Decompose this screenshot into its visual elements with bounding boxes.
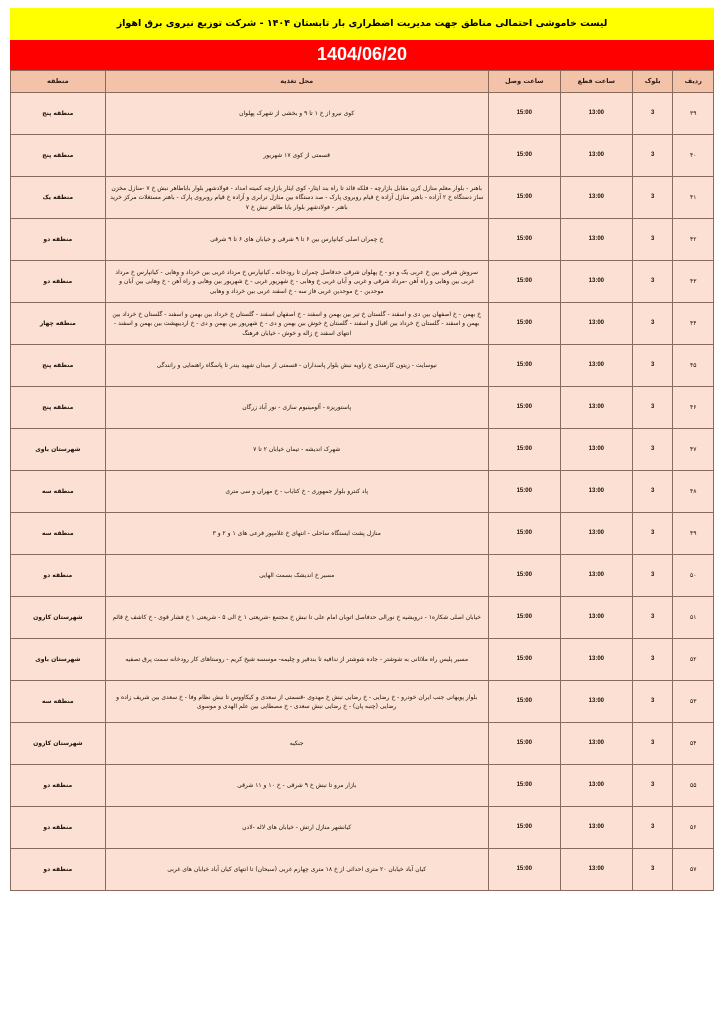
cell-region: منطقه پنج	[11, 387, 106, 429]
cell-outage-time: 13:00	[560, 513, 632, 555]
outage-schedule-page	[0, 8, 724, 1032]
cell-block: 3	[632, 177, 673, 219]
cell-restore-time: 15:00	[488, 261, 560, 303]
cell-feed-location: پاستوریزه - آلومینیوم سازی - نور آباد زرگان	[105, 387, 488, 429]
cell-region: منطقه سه	[11, 513, 106, 555]
cell-restore-time: 15:00	[488, 597, 560, 639]
cell-restore-time: 15:00	[488, 807, 560, 849]
cell-feed-location: سروش شرقی بین خ عربی یک و دو - خ پهلوان شرقی حدفاصل چمران تا رودخانه ـ کیانپارس خ مرداد غربی بین خرداد و وهابی - کیانپارس خ مرداد غربی بین وهابی و راه آهن -مرداد شرقی و غربی و آبان غربی خ وهابی - خ شهریور غربی - خ شهریور بین وهابی و راه آهن - خ وهابی بین آبان و موحدین - خ موحدین غربی فاز سه - خ اسفند غربی بین خرداد و وهابی	[105, 261, 488, 303]
cell-feed-location: خ چمران اصلی کیانپارس بین ۶ تا ۹ شرقی و خیابان های ۶ تا ۹ شرقی	[105, 219, 488, 261]
cell-restore-time: 15:00	[488, 723, 560, 765]
cell-restore-time: 15:00	[488, 765, 560, 807]
table-row	[11, 303, 714, 345]
cell-outage-time: 13:00	[560, 177, 632, 219]
cell-feed-location: بلوار پویهانی جنب ایران خودرو - خ رضایی - خ رضایی نبش خ مهدوی -قسمتی از سعدی و کیکاووس تا نبش نظام وفا - خ سعدی بین شریف زاده و رضایی (چنبه پان) - خ رضایی نبش سعدی - خ مصطایی بین علم الهدی و موسوی	[105, 681, 488, 723]
cell-restore-time: 15:00	[488, 429, 560, 471]
cell-radif: ۴۷	[673, 429, 714, 471]
column-header-region: منطقه	[11, 71, 106, 93]
cell-radif: ۵۳	[673, 681, 714, 723]
cell-region: منطقه پنج	[11, 345, 106, 387]
table-row	[11, 135, 714, 177]
cell-outage-time: 13:00	[560, 135, 632, 177]
table-row	[11, 681, 714, 723]
cell-restore-time: 15:00	[488, 681, 560, 723]
cell-radif: ۵۶	[673, 807, 714, 849]
cell-outage-time: 13:00	[560, 261, 632, 303]
cell-restore-time: 15:00	[488, 555, 560, 597]
cell-region: شهرستان باوی	[11, 639, 106, 681]
cell-region: منطقه دو	[11, 219, 106, 261]
cell-block: 3	[632, 219, 673, 261]
table-row	[11, 639, 714, 681]
cell-region: منطقه دو	[11, 765, 106, 807]
cell-region: شهرستان باوی	[11, 429, 106, 471]
cell-feed-location: جنکیه	[105, 723, 488, 765]
cell-region: شهرستان کارون	[11, 597, 106, 639]
cell-radif: ۴۵	[673, 345, 714, 387]
cell-restore-time: 15:00	[488, 639, 560, 681]
schedule-date-bar: 1404/06/20	[10, 40, 714, 70]
table-row	[11, 471, 714, 513]
table-row	[11, 765, 714, 807]
cell-restore-time: 15:00	[488, 387, 560, 429]
cell-restore-time: 15:00	[488, 513, 560, 555]
table-row	[11, 387, 714, 429]
cell-radif: ۴۱	[673, 177, 714, 219]
cell-radif: ۳۹	[673, 93, 714, 135]
cell-block: 3	[632, 261, 673, 303]
cell-feed-location: قسمتی از کوی ۱۷ شهریور	[105, 135, 488, 177]
cell-radif: ۵۰	[673, 555, 714, 597]
table-row	[11, 807, 714, 849]
cell-outage-time: 13:00	[560, 639, 632, 681]
cell-restore-time: 15:00	[488, 345, 560, 387]
cell-block: 3	[632, 681, 673, 723]
cell-radif: ۵۷	[673, 849, 714, 891]
cell-radif: ۴۹	[673, 513, 714, 555]
cell-radif: ۴۲	[673, 219, 714, 261]
cell-restore-time: 15:00	[488, 135, 560, 177]
table-row	[11, 345, 714, 387]
cell-region: منطقه چهار	[11, 303, 106, 345]
cell-outage-time: 13:00	[560, 429, 632, 471]
cell-outage-time: 13:00	[560, 387, 632, 429]
cell-region: منطقه سه	[11, 681, 106, 723]
cell-radif: ۴۴	[673, 303, 714, 345]
cell-radif: ۴۸	[673, 471, 714, 513]
cell-block: 3	[632, 555, 673, 597]
cell-outage-time: 13:00	[560, 681, 632, 723]
cell-region: منطقه سه	[11, 471, 106, 513]
table-header	[11, 71, 714, 93]
cell-radif: ۴۰	[673, 135, 714, 177]
column-header-block: بلوک	[632, 71, 673, 93]
cell-restore-time: 15:00	[488, 177, 560, 219]
page-title-banner: لیست خاموشی احتمالی مناطق جهت مدیریت اضطراری بار تابستان ۱۴۰۴ - شرکت توزیع نیروی برق اهواز	[10, 8, 714, 40]
cell-outage-time: 13:00	[560, 93, 632, 135]
cell-restore-time: 15:00	[488, 303, 560, 345]
cell-block: 3	[632, 639, 673, 681]
cell-block: 3	[632, 429, 673, 471]
cell-region: منطقه دو	[11, 261, 106, 303]
cell-restore-time: 15:00	[488, 849, 560, 891]
cell-outage-time: 13:00	[560, 849, 632, 891]
table-body	[11, 93, 714, 891]
cell-feed-location: مسیر پلیس راه ملاثانی به شوشتر - جاده شوشتر از ندافیه تا بندقیر و چلیمه- موسسه شیخ کریم - روستاهای کار رودخانه سمت پرق تصفیه	[105, 639, 488, 681]
cell-region: منطقه پنج	[11, 93, 106, 135]
table-row	[11, 849, 714, 891]
cell-region: منطقه دو	[11, 849, 106, 891]
cell-feed-location: کیان آباد خیابان ۲۰ متری احداثی از خ ۱۸ متری چهارم غربی (سبحان) تا انتهای کیان آباد خیابان های غربی	[105, 849, 488, 891]
cell-feed-location: کیانشهر منازل ارتش - خیابان های لاله -لادن	[105, 807, 488, 849]
cell-radif: ۵۱	[673, 597, 714, 639]
cell-region: شهرستان کارون	[11, 723, 106, 765]
cell-region: منطقه دو	[11, 807, 106, 849]
cell-block: 3	[632, 303, 673, 345]
column-header-outage-time: ساعت قطع	[560, 71, 632, 93]
cell-outage-time: 13:00	[560, 219, 632, 261]
cell-restore-time: 15:00	[488, 219, 560, 261]
cell-radif: ۵۴	[673, 723, 714, 765]
cell-feed-location: خیابان اصلی شکاره۱ - درویشیه خ نورالی حدفاصل اتوبان امام علی تا نبش خ مجتمع -شریعتی ۱ خ الی ۵ - شریعتی ۱ خ فشار قوی - خ کاشف خ قائم	[105, 597, 488, 639]
table-row	[11, 555, 714, 597]
cell-outage-time: 13:00	[560, 807, 632, 849]
cell-block: 3	[632, 387, 673, 429]
cell-feed-location: منازل پشت ایستگاه ساحلی - انتهای خ غلامپور فرعی های ۱ و ۲ و ۳	[105, 513, 488, 555]
cell-radif: ۵۲	[673, 639, 714, 681]
cell-block: 3	[632, 93, 673, 135]
cell-block: 3	[632, 597, 673, 639]
cell-block: 3	[632, 807, 673, 849]
cell-block: 3	[632, 135, 673, 177]
cell-block: 3	[632, 513, 673, 555]
cell-feed-location: بازار مرو تا نبش خ ۹ شرقی - خ ۱۰ و ۱۱ شرقی	[105, 765, 488, 807]
cell-feed-location: مسیر خ اندیشک بسمت الهایی	[105, 555, 488, 597]
cell-block: 3	[632, 345, 673, 387]
cell-radif: ۵۵	[673, 765, 714, 807]
cell-restore-time: 15:00	[488, 471, 560, 513]
table-row	[11, 93, 714, 135]
cell-feed-location: شهرک اندیشه - تیمان خیابان ۲ تا ۷	[105, 429, 488, 471]
cell-block: 3	[632, 849, 673, 891]
outage-schedule-table	[10, 70, 714, 891]
table-row	[11, 723, 714, 765]
cell-block: 3	[632, 765, 673, 807]
cell-radif: ۴۶	[673, 387, 714, 429]
cell-outage-time: 13:00	[560, 345, 632, 387]
column-header-feed-location: محل تغذیه	[105, 71, 488, 93]
cell-feed-location: پاد کنترو بلوار جمهوری - خ کتایاب - خ مهران و سی متری	[105, 471, 488, 513]
table-row	[11, 513, 714, 555]
column-header-restore-time: ساعت وصل	[488, 71, 560, 93]
cell-region: منطقه دو	[11, 555, 106, 597]
cell-outage-time: 13:00	[560, 471, 632, 513]
cell-block: 3	[632, 723, 673, 765]
table-row	[11, 429, 714, 471]
table-row	[11, 597, 714, 639]
cell-outage-time: 13:00	[560, 597, 632, 639]
cell-feed-location: نیوسایت - زیتون کارمندی خ زاویه نبش بلوار پاسداران - قسمتی از میدان شهید بندر تا پاسگاه راهنمایی و رانندگی	[105, 345, 488, 387]
table-row	[11, 261, 714, 303]
cell-region: منطقه پنج	[11, 135, 106, 177]
table-row	[11, 219, 714, 261]
table-row	[11, 177, 714, 219]
cell-radif: ۴۳	[673, 261, 714, 303]
cell-feed-location: کوی نیرو از خ ۱ تا ۹ و بخشی از شهرک پهلوان	[105, 93, 488, 135]
cell-outage-time: 13:00	[560, 765, 632, 807]
cell-outage-time: 13:00	[560, 555, 632, 597]
cell-outage-time: 13:00	[560, 303, 632, 345]
column-header-radif: ردیف	[673, 71, 714, 93]
cell-feed-location: خ بهمن - خ اصفهان بین دی و اسفند - گلستان خ تیر بین بهمن و اسفند - خ اصفهان اسفند - گلستان خ خرداد بین بهمن و اسفند - گلستان خ خرداد بین بهمن و اسفند - گلستان خ خرداد بین اقبال و اسفند - گلستان خ خوش بین بهمن و دی - خ شهریور بین بهمن و دی - خ اردیبهشت بین بهمن و اسفند - انتهای اسفند خ زاﻟﻪ و خوش - خیابان فرهنگ	[105, 303, 488, 345]
cell-region: منطقه یک	[11, 177, 106, 219]
cell-feed-location: باهنر - بلوار معلم منازل کرن مقابل بازارچه - فلکه قائد تا راه بند ایثار- کوی ایثار بازارچه کمیته امداد - فولادشهر بلوار باباطاهر نبش خ ۷ -منازل مخزن ساز دستگاه خ ۲ آزاده - باهنر منازل آزاده خ قیام روبروی پارک - صد دستگاه بین منازل ترابری و آزاده خ قیام روبروی پارک - باهنر مستغلات مرکز خرید باهنر - فولادشهر بلوار بابا طاهر نبش خ ۷	[105, 177, 488, 219]
cell-block: 3	[632, 471, 673, 513]
cell-outage-time: 13:00	[560, 723, 632, 765]
table-header-row	[11, 71, 714, 93]
cell-restore-time: 15:00	[488, 93, 560, 135]
